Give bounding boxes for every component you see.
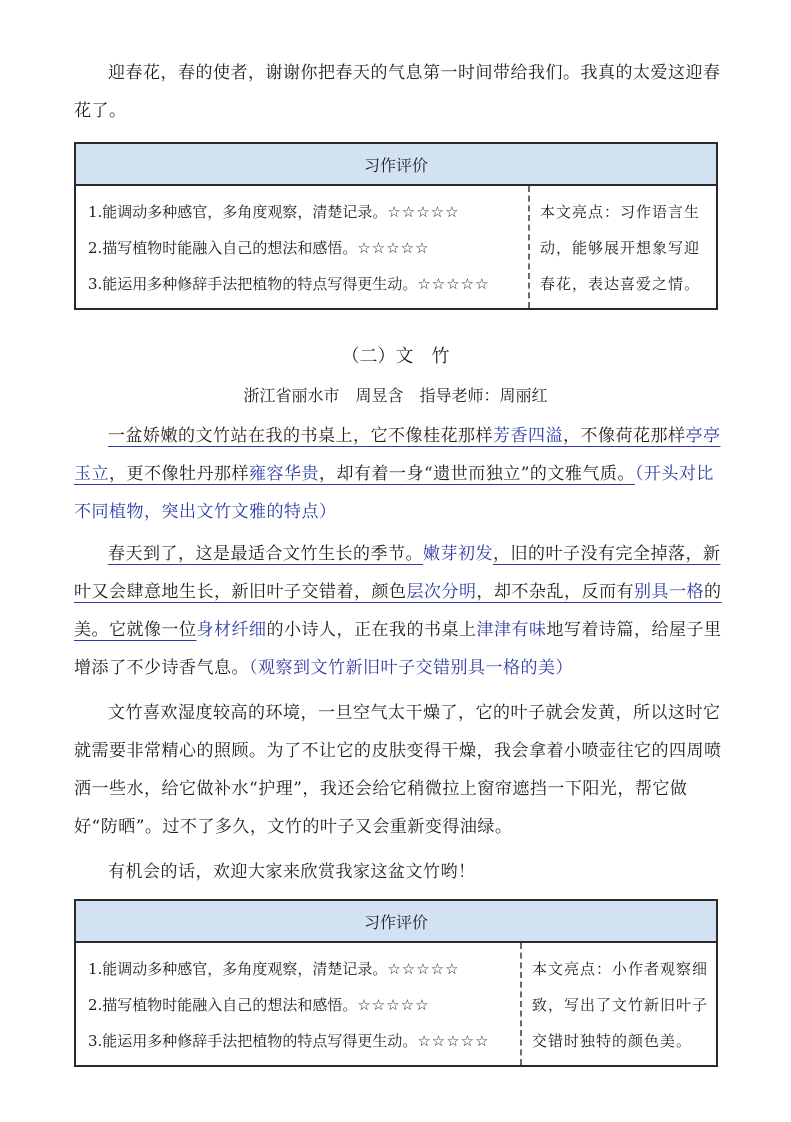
essay-paragraph-2: 春天到了，这是最适合文竹生长的季节。嫩芽初发，旧的叶子没有完全掉落，新叶又会肆意地生长，新旧叶子交错着，颜色层次分明，却不杂乱，反而有别具一格的美。它就像一位身材纤细的小诗人，正在我的书桌上津津有味地写着诗篇，给屋子里增添了不少诗香气息。（观察到文竹新旧叶子交错别具一格的美） <box>74 544 722 678</box>
highlighted-phrase: 雍容华贵 <box>249 464 319 484</box>
highlighted-phrase: 津津有味 <box>476 620 547 640</box>
essay-paragraph-1 <box>74 417 726 531</box>
star-rating: ☆☆☆☆☆ <box>417 275 490 293</box>
criterion-3: 3.能运用多种修辞手法把植物的特点写得更生动。☆☆☆☆☆ <box>88 1032 490 1050</box>
criterion-1: 1.能调动多种感官，多角度观察，清楚记录。☆☆☆☆☆ <box>88 960 460 978</box>
highlight-note: 本文亮点：习作语言生动，能够展开想象写迎春花，表达喜爱之情。 <box>528 186 716 308</box>
criteria-list <box>76 186 528 308</box>
highlighted-phrase: 层次分明 <box>406 582 477 602</box>
annotation-note: （观察到文竹新旧叶子交错别具一格的美） <box>249 658 573 678</box>
criterion-2: 2.描写植物时能融入自己的想法和感悟。☆☆☆☆☆ <box>88 996 430 1014</box>
underlined-text: 一盆娇嫩的文竹站在我的书桌上，它不像桂花那样芳香四溢，不像荷花那样亭亭玉立，更不像牡丹那样雍容华贵，却有着一身“遗世而独立”的文雅气质。 <box>74 426 721 484</box>
underlined-text: 春天到了，这是最适合文竹生长的季节。 <box>108 544 423 564</box>
star-rating: ☆☆☆☆☆ <box>387 960 460 978</box>
underlined-text: ，旧的叶子没有完全掉落，新叶又会肆意地生长，新旧叶子交错着，颜色层次分明，却不杂乱，反而有别具一格的美。它就像一位 <box>74 544 722 640</box>
criterion-2: 2.描写植物时能融入自己的想法和感悟。☆☆☆☆☆ <box>88 239 430 257</box>
evaluation-body <box>76 943 716 1065</box>
evaluation-header: 习作评价 <box>76 144 716 186</box>
evaluation-box-1 <box>74 142 718 310</box>
star-rating: ☆☆☆☆☆ <box>417 1032 490 1050</box>
essay-title: （二）文 竹 <box>341 346 450 367</box>
criteria-list <box>76 943 520 1065</box>
highlighted-phrase: 嫩芽初发 <box>423 544 493 564</box>
highlighted-phrase: 别具一格 <box>634 582 704 602</box>
highlighted-phrase: 亭亭玉立 <box>74 426 721 484</box>
evaluation-body <box>76 186 716 308</box>
criterion-1: 1.能调动多种感官，多角度观察，清楚记录。☆☆☆☆☆ <box>88 203 460 221</box>
star-rating: ☆☆☆☆☆ <box>357 996 430 1014</box>
highlighted-phrase: 芳香四溢 <box>493 426 563 446</box>
author-line: 浙江省丽水市 周昱含 指导老师：周丽红 <box>243 386 548 405</box>
annotation-note: （开头对比不同植物，突出文竹文雅的特点） <box>74 464 714 522</box>
highlight-note: 本文亮点：小作者观察细致，写出了文竹新旧叶子交错时独特的颜色美。 <box>520 943 716 1065</box>
evaluation-header: 习作评价 <box>76 901 716 943</box>
evaluation-box-2 <box>74 899 718 1067</box>
essay-paragraph-3: 文竹喜欢湿度较高的环境，一旦空气太干燥了，它的叶子就会发黄，所以这时它就需要非常精心的照顾。为了不让它的皮肤变得干燥，我会拿着小喷壶往它的四周喷洒一些水，给它做补水“护理”，我还会给它稍微拉上窗帘遮挡一下阳光，帮它做好“防晒”。过不了多久，文竹的叶子又会重新变得油绿。 <box>74 703 722 837</box>
criterion-3: 3.能运用多种修辞手法把植物的特点写得更生动。☆☆☆☆☆ <box>88 275 490 293</box>
highlighted-phrase: 身材纤细 <box>196 620 267 640</box>
star-rating: ☆☆☆☆☆ <box>387 203 460 221</box>
star-rating: ☆☆☆☆☆ <box>357 239 430 257</box>
essay-paragraph-4: 有机会的话，欢迎大家来欣赏我家这盆文竹哟！ <box>108 862 476 882</box>
intro-paragraph: 迎春花，春的使者，谢谢你把春天的气息第一时间带给我们。我真的太爱这迎春花了。 <box>74 63 721 121</box>
